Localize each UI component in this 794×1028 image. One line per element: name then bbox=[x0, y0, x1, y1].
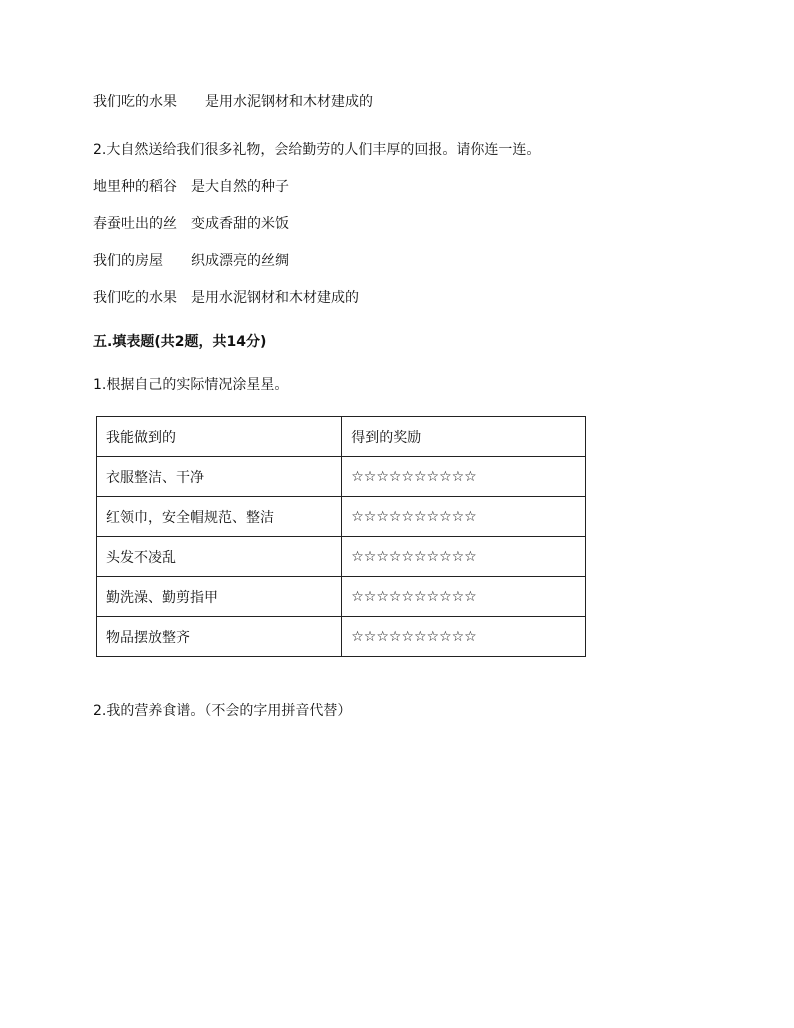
question-1-instruction: 1.根据自己的实际情况涂星星。 bbox=[93, 377, 289, 393]
table-row bbox=[97, 457, 586, 497]
table-cell-stars[interactable]: ☆☆☆☆☆☆☆☆☆☆ bbox=[342, 577, 586, 617]
table-cell-behavior: 勤洗澡、勤剪指甲 bbox=[97, 577, 342, 617]
star-rating-table bbox=[96, 416, 586, 657]
match-item-rice: 地里种的稻谷 是大自然的种子 bbox=[93, 179, 289, 195]
question-2-instruction: 2.大自然送给我们很多礼物，会给勤劳的人们丰厚的回报。请你连一连。 bbox=[93, 142, 541, 158]
table-header-cell: 得到的奖励 bbox=[342, 417, 586, 457]
match-item-silk: 春蚕吐出的丝 变成香甜的米饭 bbox=[93, 216, 289, 232]
table-row bbox=[97, 497, 586, 537]
table-row bbox=[97, 617, 586, 657]
question-2-nutrition-menu: 2.我的营养食谱。（不会的字用拼音代替） bbox=[93, 703, 352, 719]
table-cell-stars[interactable]: ☆☆☆☆☆☆☆☆☆☆ bbox=[342, 617, 586, 657]
table-cell-behavior: 物品摆放整齐 bbox=[97, 617, 342, 657]
table-row bbox=[97, 537, 586, 577]
table-row bbox=[97, 577, 586, 617]
table-header-cell: 我能做到的 bbox=[97, 417, 342, 457]
table-header-row bbox=[97, 417, 586, 457]
match-item-fruit: 我们吃的水果 是用水泥钢材和木材建成的 bbox=[93, 290, 359, 306]
table-cell-behavior: 红领巾，安全帽规范、整洁 bbox=[97, 497, 342, 537]
table-cell-stars[interactable]: ☆☆☆☆☆☆☆☆☆☆ bbox=[342, 537, 586, 577]
table-cell-stars[interactable]: ☆☆☆☆☆☆☆☆☆☆ bbox=[342, 457, 586, 497]
table-cell-behavior: 头发不凌乱 bbox=[97, 537, 342, 577]
table-cell-behavior: 衣服整洁、干净 bbox=[97, 457, 342, 497]
text-line-fruit-prev: 我们吃的水果 是用水泥钢材和木材建成的 bbox=[93, 94, 373, 110]
section-5-heading: 五.填表题(共2题，共14分) bbox=[93, 334, 267, 350]
table-cell-stars[interactable]: ☆☆☆☆☆☆☆☆☆☆ bbox=[342, 497, 586, 537]
match-item-house: 我们的房屋 织成漂亮的丝绸 bbox=[93, 253, 289, 269]
